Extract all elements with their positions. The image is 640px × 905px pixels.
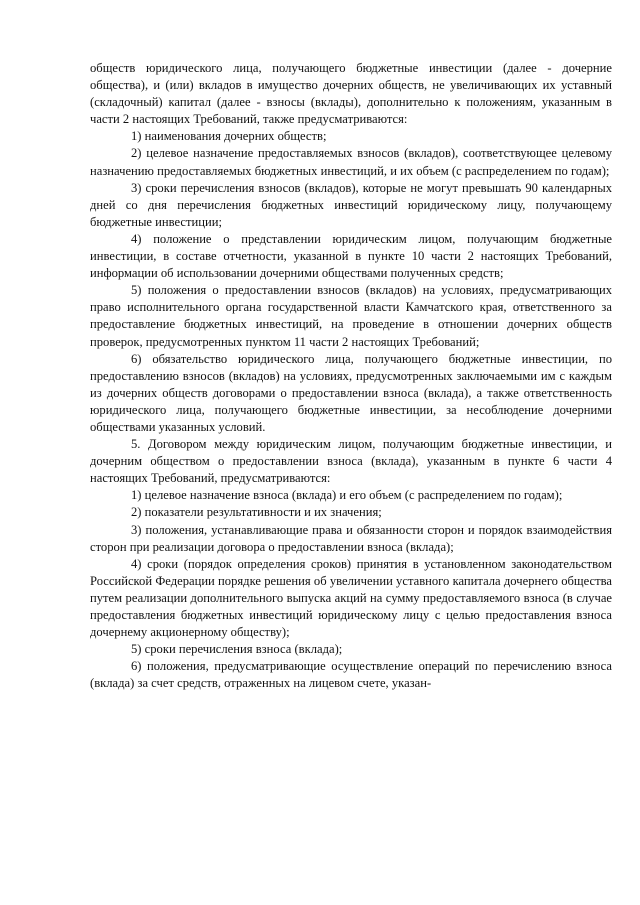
paragraph-item-1: 1) наименования дочерних обществ; — [131, 129, 327, 144]
paragraph-item-6: 6) обязательство юридического лица, получающего бюджетные инвестиции, по предоставлению взносов (вкладов) на условиях, предусмотренных заключаемыми им с каждым из дочерних обществ договорами о предоставлении взноса (вклада), а также ответственность юридического лица, получающего бюджетные инвестиции, за несоблюдение дочерними обществами указанных условий. — [90, 351, 612, 434]
paragraph-item-2: 2) целевое назначение предоставляемых взносов (вкладов), соответствующее целевому назначению предоставляемых бюджетных инвестиций, и их объем (с распределением по годам); — [90, 146, 612, 178]
paragraph-clause-5-item-6: 6) положения, предусматривающие осуществление операций по перечислению взноса (вклада) за счет средств, отраженных на лицевом счете, указан- — [90, 659, 612, 691]
paragraph-clause-5-item-4: 4) сроки (порядок определения сроков) принятия в установленном законодательством Российской Федерации порядке решения об увеличении уставного капитала дочернего общества путем реализации дополнительного выпуска акций на сумму предоставляемого взноса (в случае предоставления бюджетных инвестиций юридическому лицу с целью предоставления взноса дочернему акционерному обществу); — [90, 556, 612, 640]
paragraph-item-3: 3) сроки перечисления взносов (вкладов), которые не могут превышать 90 календарных дней со дня перечисления бюджетных инвестиций юридическому лицу, получающему бюджетные инвестиции; — [90, 180, 612, 229]
document-body — [90, 60, 612, 692]
paragraph-clause-5-item-2: 2) показатели результативности и их значения; — [131, 505, 382, 520]
paragraph-clause-5: 5. Договором между юридическим лицом, получающим бюджетные инвестиции, и дочерним обществом о предоставлении взноса (вклада), указанным в пункте 6 части 4 настоящих Требований, предусматриваются: — [90, 437, 612, 486]
paragraph-clause-5-item-5: 5) сроки перечисления взноса (вклада); — [131, 642, 343, 657]
paragraph-item-5: 5) положения о предоставлении взносов (вкладов) на условиях, предусматривающих право исполнительного органа государственной власти Камчатского края, ответственного за предоставление бюджетных инвестиций, на проведение в отношении дочерних обществ проверок, предусмотренных пунктом 11 части 2 настоящих Требований; — [90, 283, 612, 349]
paragraph-item-4: 4) положение о представлении юридическим лицом, получающим бюджетные инвестиции, в составе отчетности, указанной в пункте 10 части 2 настоящих Требований, информации об использовании дочерними обществами полученных средств; — [90, 231, 612, 281]
paragraph-clause-5-item-3: 3) положения, устанавливающие права и обязанности сторон и порядок взаимодействия сторон при реализации договора о предоставлении взноса (вклада); — [90, 522, 612, 554]
paragraph-intro: обществ юридического лица, получающего бюджетные инвестиции (далее - дочерние общества), и (или) вкладов в имущество дочерних обществ, не увеличивающих их уставный (складочный) капитал (далее - взносы (вклады), дополнительно к положениям, указанным в части 2 настоящих Требований, также предусматриваются: — [90, 61, 612, 127]
paragraph-clause-5-item-1: 1) целевое назначение взноса (вклада) и его объем (с распределением по годам); — [131, 488, 563, 503]
